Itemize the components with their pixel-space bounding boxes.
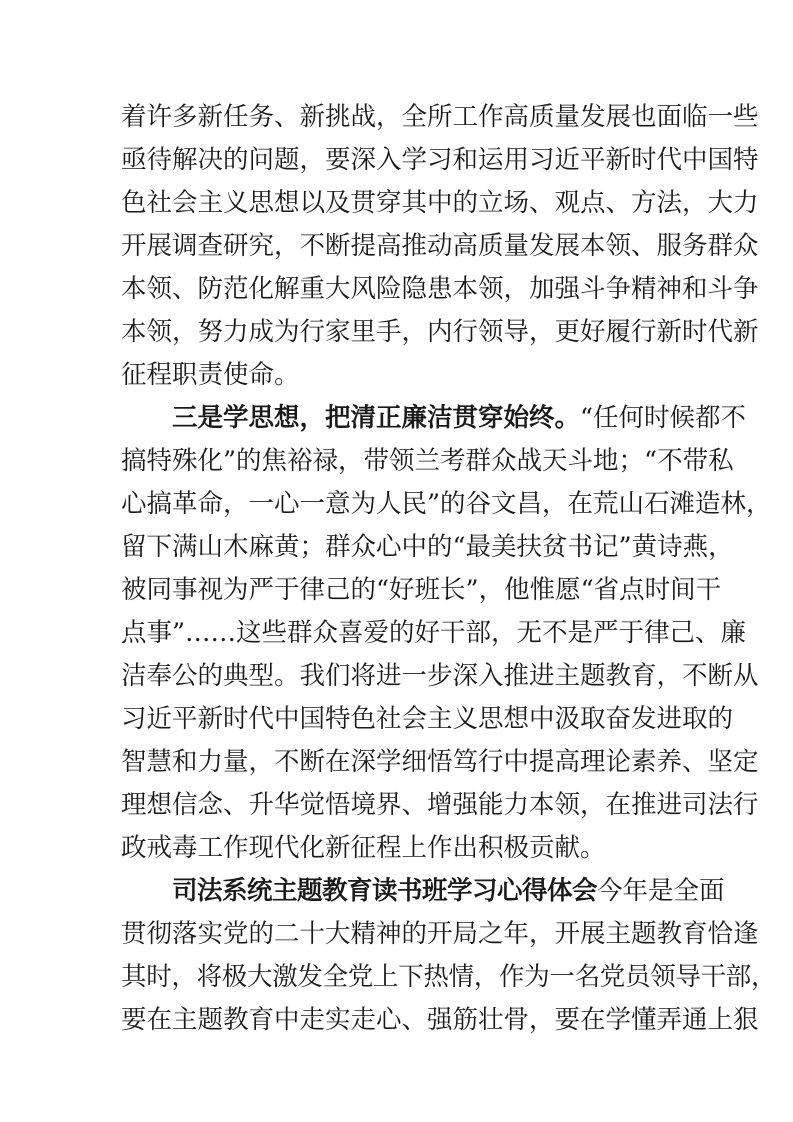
body-text-run: 习近平新时代中国特色社会主义思想中汲取奋发进取的 xyxy=(121,704,734,734)
paragraph-line xyxy=(121,311,759,354)
body-text-run: 政戒毒工作现代化新征程上作出积极贡献。 xyxy=(121,833,606,863)
paragraph-line xyxy=(121,397,747,440)
body-text-run: 今年是全面 xyxy=(597,876,725,906)
paragraph-line xyxy=(121,354,673,397)
paragraph-line xyxy=(121,655,759,698)
line-runs xyxy=(121,612,747,655)
heading-text-run: 三是学思想，把清正廉洁贯穿始终。 xyxy=(172,403,581,433)
line-runs xyxy=(121,483,772,526)
paragraph-line xyxy=(121,483,772,526)
paragraph-line xyxy=(121,870,725,913)
paragraph-line xyxy=(121,913,759,956)
paragraph-line xyxy=(121,569,722,612)
heading-text-run: 司法系统主题教育读书班学习心得体会 xyxy=(172,876,598,906)
paragraph-line xyxy=(121,96,759,139)
line-runs xyxy=(121,999,759,1042)
line-runs xyxy=(121,569,722,612)
paragraph-line xyxy=(121,698,734,741)
line-runs xyxy=(121,440,734,483)
line-runs xyxy=(121,526,734,569)
paragraph-line xyxy=(121,225,759,268)
paragraph-line xyxy=(121,784,759,827)
paragraph-line xyxy=(121,999,759,1042)
line-runs xyxy=(121,139,759,182)
line-runs xyxy=(121,311,759,354)
line-runs xyxy=(121,225,759,268)
paragraph-line xyxy=(121,526,734,569)
document-text-column xyxy=(121,96,777,1042)
line-runs xyxy=(121,956,777,999)
paragraph-line xyxy=(121,139,759,182)
line-runs xyxy=(121,698,734,741)
body-text-run: “任何时候都不 xyxy=(580,403,747,433)
paragraph-line xyxy=(121,741,759,784)
body-text-run: 着许多新任务、新挑战，全所工作高质量发展也面临一些 xyxy=(121,102,759,132)
body-text-run: 搞特殊化”的焦裕禄，带领兰考群众战天斗地；“不带私 xyxy=(121,446,734,476)
paragraph-line xyxy=(121,182,759,225)
paragraph-line xyxy=(121,268,759,311)
paragraph-line xyxy=(121,827,673,870)
line-runs xyxy=(121,268,759,311)
paragraph-line xyxy=(121,440,734,483)
line-runs xyxy=(121,354,673,397)
paragraph-indent xyxy=(121,397,172,440)
body-text-run: 智慧和力量，不断在深学细悟笃行中提高理论素养、坚定 xyxy=(121,747,759,777)
body-text-run: 要在主题教育中走实走心、强筋壮骨，要在学懂弄通上狠 xyxy=(121,1005,759,1035)
body-text-run: 洁奉公的典型。我们将进一步深入推进主题教育，不断从 xyxy=(121,661,759,691)
body-text-run: 理想信念、升华觉悟境界、增强能力本领，在推进司法行 xyxy=(121,790,759,820)
body-text-run: 点事”……这些群众喜爱的好干部，无不是严于律己、廉 xyxy=(121,618,747,648)
body-text-run: 本领、防范化解重大风险隐患本领，加强斗争精神和斗争 xyxy=(121,274,759,304)
paragraph-indent xyxy=(121,870,172,913)
line-runs xyxy=(121,870,725,913)
body-text-run: 亟待解决的问题，要深入学习和运用习近平新时代中国特 xyxy=(121,145,759,175)
body-text-run: 心搞革命，一心一意为人民”的谷文昌，在荒山石滩造林， xyxy=(121,489,772,519)
line-runs xyxy=(121,96,759,139)
paragraph-line xyxy=(121,612,747,655)
line-runs xyxy=(121,397,747,440)
line-runs xyxy=(121,784,759,827)
line-runs xyxy=(121,827,673,870)
line-runs xyxy=(121,741,759,784)
body-text-run: 本领，努力成为行家里手，内行领导，更好履行新时代新 xyxy=(121,317,759,347)
body-text-run: 被同事视为严于律己的“好班长”，他惟愿“省点时间干 xyxy=(121,575,722,605)
body-text-run: 留下满山木麻黄；群众心中的“最美扶贫书记”黄诗燕， xyxy=(121,532,734,562)
line-runs xyxy=(121,182,759,225)
line-runs xyxy=(121,655,759,698)
line-runs xyxy=(121,913,759,956)
paragraph-line xyxy=(121,956,777,999)
body-text-run: 色社会主义思想以及贯穿其中的立场、观点、方法，大力 xyxy=(121,188,759,218)
body-text-run: 开展调查研究，不断提高推动高质量发展本领、服务群众 xyxy=(121,231,759,261)
body-text-run: 征程职责使命。 xyxy=(121,360,300,390)
body-text-run: 贯彻落实党的二十大精神的开局之年，开展主题教育恰逢 xyxy=(121,919,759,949)
body-text-run: 其时，将极大激发全党上下热情，作为一名党员领导干部， xyxy=(121,962,777,992)
